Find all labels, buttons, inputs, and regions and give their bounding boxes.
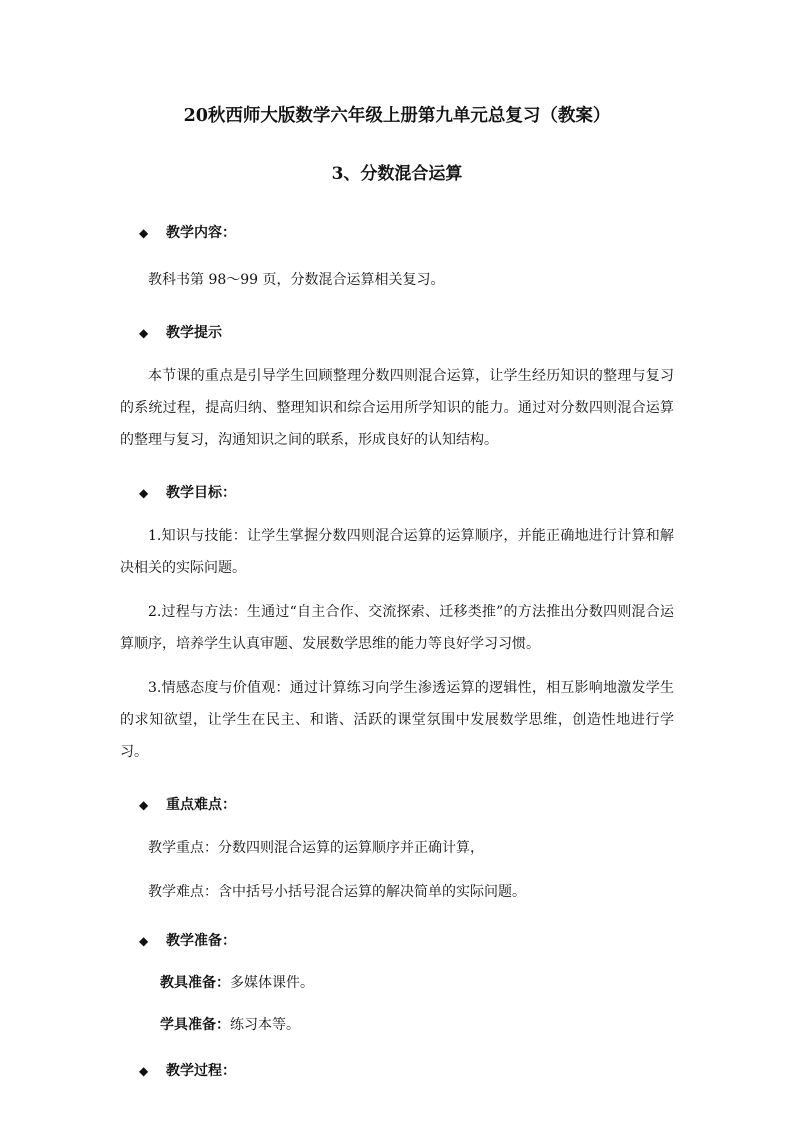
section-heading-content	[0, 222, 794, 244]
section-heading-hint	[0, 322, 794, 344]
content-text: 教科书第 98～99 页，分数混合运算相关复习。	[148, 272, 445, 288]
teacher-preparation-value: 多媒体课件。	[230, 975, 314, 991]
section-heading-label: 教学目标：	[166, 485, 236, 501]
section-heading-label: 教学内容：	[166, 225, 236, 241]
student-preparation	[0, 1014, 794, 1036]
teacher-preparation	[0, 972, 794, 994]
section-heading-label: 教学准备：	[166, 933, 236, 949]
diamond-bullet-icon: ◆	[139, 326, 149, 340]
hint-text: 本节课的重点是引导学生回顾整理分数四则混合运算，让学生经历知识的整理与复习的系统过程，提高归纳、整理知识和综合运用所学知识的能力。通过对分数四则混合运算的整理与复习，沟通知识之间的联系，形成良好的认知结构。	[120, 368, 674, 448]
teacher-preparation-label: 教具准备：	[160, 975, 230, 991]
section-heading-preparation	[0, 930, 794, 952]
student-preparation-label: 学具准备：	[160, 1017, 230, 1033]
goal-item: 3.情感态度与价值观：通过计算练习向学生渗透运算的逻辑性，相互影响地激发学生的求知欲望，让学生在民主、和谐、活跃的课堂氛围中发展数学思维，创造性地进行学习。	[120, 680, 674, 760]
section-heading-label: 重点难点：	[166, 797, 236, 813]
diamond-bullet-icon: ◆	[139, 486, 149, 500]
document-subtitle: 3、分数混合运算	[331, 164, 463, 184]
section-heading-label: 教学提示	[166, 325, 222, 341]
key-difficulty-text: 教学难点：含中括号小括号混合运算的解决简单的实际问题。	[148, 884, 526, 900]
section-heading-key-points	[0, 794, 794, 816]
key-focus-text: 教学重点：分数四则混合运算的运算顺序并正确计算，	[148, 840, 484, 856]
goal-item: 2.过程与方法：生通过“自主合作、交流探索、迁移类推”的方法推出分数四则混合运算顺序，培养学生认真审题、发展数学思维的能力等良好学习习惯。	[120, 604, 674, 652]
section-heading-process	[0, 1060, 794, 1082]
diamond-bullet-icon: ◆	[139, 1064, 149, 1078]
diamond-bullet-icon: ◆	[139, 226, 149, 240]
diamond-bullet-icon: ◆	[139, 798, 149, 812]
diamond-bullet-icon: ◆	[139, 934, 149, 948]
section-heading-goals	[0, 482, 794, 504]
document-title: 20秋西师大版数学六年级上册第九单元总复习（教案）	[183, 106, 611, 126]
student-preparation-value: 练习本等。	[230, 1017, 300, 1033]
goal-item: 1.知识与技能：让学生掌握分数四则混合运算的运算顺序，并能正确地进行计算和解决相关的实际问题。	[120, 528, 674, 576]
section-heading-label: 教学过程：	[166, 1063, 236, 1079]
